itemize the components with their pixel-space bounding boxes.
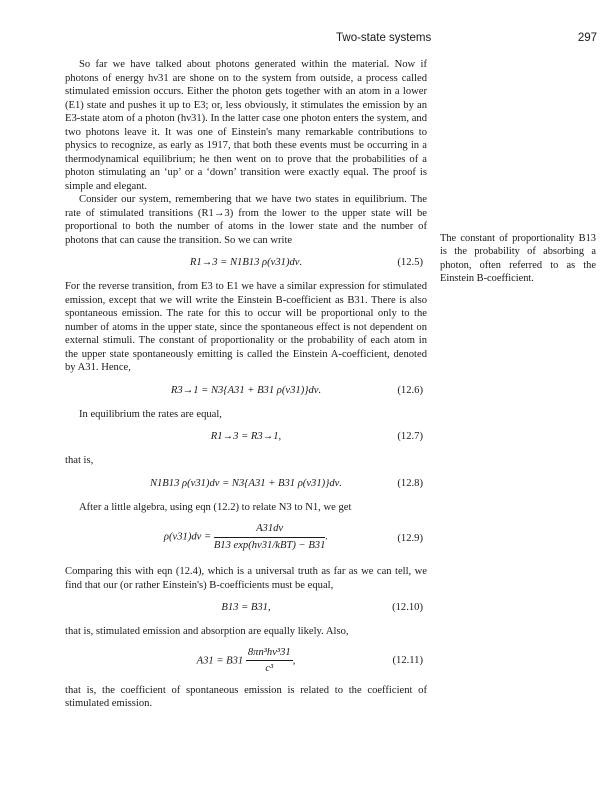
- paragraph: After a little algebra, using eqn (12.2) to relate N3 to N1, we get: [79, 501, 352, 513]
- paragraph: Comparing this with eqn (12.4), which is a universal truth as far as we can tell, we find that our (or rather Einstein's) B-coefficients must be equal,: [65, 566, 427, 591]
- equation-number: (12.9): [397, 533, 423, 544]
- equation-expression: B13 = B31,: [221, 602, 271, 613]
- fraction-numerator: 8πn³hν³31: [246, 646, 293, 662]
- running-head: Two-state systems: [336, 32, 432, 44]
- main-text: [65, 58, 427, 711]
- page-number: 297: [577, 32, 597, 44]
- equation-12-10: [65, 601, 427, 615]
- equation-lhs: ρ(ν31)dν =: [163, 531, 212, 543]
- fraction-denominator: c³: [265, 663, 274, 674]
- equation-number: (12.6): [397, 384, 423, 396]
- equation-expression: R3→1 = N3{A31 + B31 ρ(ν31)}dν.: [170, 384, 322, 396]
- paragraph: that is,: [65, 455, 94, 466]
- paragraph: that is, stimulated emission and absorption are equally likely. Also,: [65, 626, 349, 637]
- paragraph: that is, the coefficient of spontaneous emission is related to the coefficient of stimulated emission.: [65, 684, 427, 709]
- equation-number: (12.7): [397, 431, 423, 442]
- equation-12-6: [65, 384, 427, 398]
- equation-12-9: [65, 522, 427, 556]
- equation-fraction: [246, 646, 293, 676]
- equation-number: (12.10): [392, 602, 423, 613]
- equation-12-8: [65, 477, 427, 491]
- fraction-numerator: A31dν: [214, 522, 326, 538]
- equation-tail: ,: [292, 654, 296, 666]
- paragraph: Consider our system, remembering that we have two states in equilibrium. The rate of stimulated transitions (R1→3) from the lower to the upper state will be proportional to both the number of atoms in the lower state and the number of photons that can cause the transition. So we can write: [65, 194, 427, 246]
- equation-expression: N1B13 ρ(ν31)dν = N3{A31 + B31 ρ(ν31)}dν.: [149, 477, 343, 489]
- equation-expression: R1→3 = N1B13 ρ(ν31)dν.: [189, 257, 303, 268]
- equation-12-5: [65, 256, 427, 270]
- paragraph: So far we have talked about photons generated within the material. Now if photons of energy hν31 are shone on to the system from outside, a process called stimulated emission occurs. Either the photon gets together with an atom in a lower (E1) state and pushes it up to E3; or, less obviously, it stimulates the emission by an E3-state atom of a photon (hν31). In the latter case one photon enters the system, and two photons leave it. It was one of Einstein's many remarkable contributions to physics to recognize, as early as 1917, that both these events must be occurring in a thermodynamical equilibrium; he then went on to prove that the probabilities of a photon stimulating an ‘up’ or a ‘down’ transition were exactly equal. The proof is simple and elegant.: [65, 59, 427, 192]
- equation-expression: R1→3 = R3→1,: [210, 431, 282, 442]
- paragraph: In equilibrium the rates are equal,: [79, 408, 222, 420]
- equation-number: (12.11): [392, 654, 423, 666]
- paragraph: For the reverse transition, from E3 to E1 we have a similar expression for stimulated emission, except that we will write the Einstein B-coefficient as B31. There is also spontaneous emission. The rate for this to occur will be proportional only to the number of atoms in the upper state, since the spontaneous effect is not dependent on external stimuli. The constant of proportionality or the probability of each atom in the upper state spontaneously emitting is called the Einstein A-coefficient, denoted by A31. Hence,: [65, 281, 427, 373]
- margin-note: The constant of proportionality B13 is the probability of absorbing a photon, often referred to as the Einstein B-coefficient.: [440, 233, 596, 285]
- equation-lhs: A31 = B31: [196, 654, 244, 666]
- equation-number: (12.5): [397, 257, 423, 268]
- equation-12-7: [65, 430, 427, 444]
- equation-12-11: [65, 646, 427, 676]
- equation-number: (12.8): [397, 477, 423, 489]
- fraction-denominator: B13 exp(hν31/kBT) − B31: [213, 539, 326, 551]
- equation-fraction: [213, 522, 329, 552]
- equation-tail: .: [325, 531, 329, 543]
